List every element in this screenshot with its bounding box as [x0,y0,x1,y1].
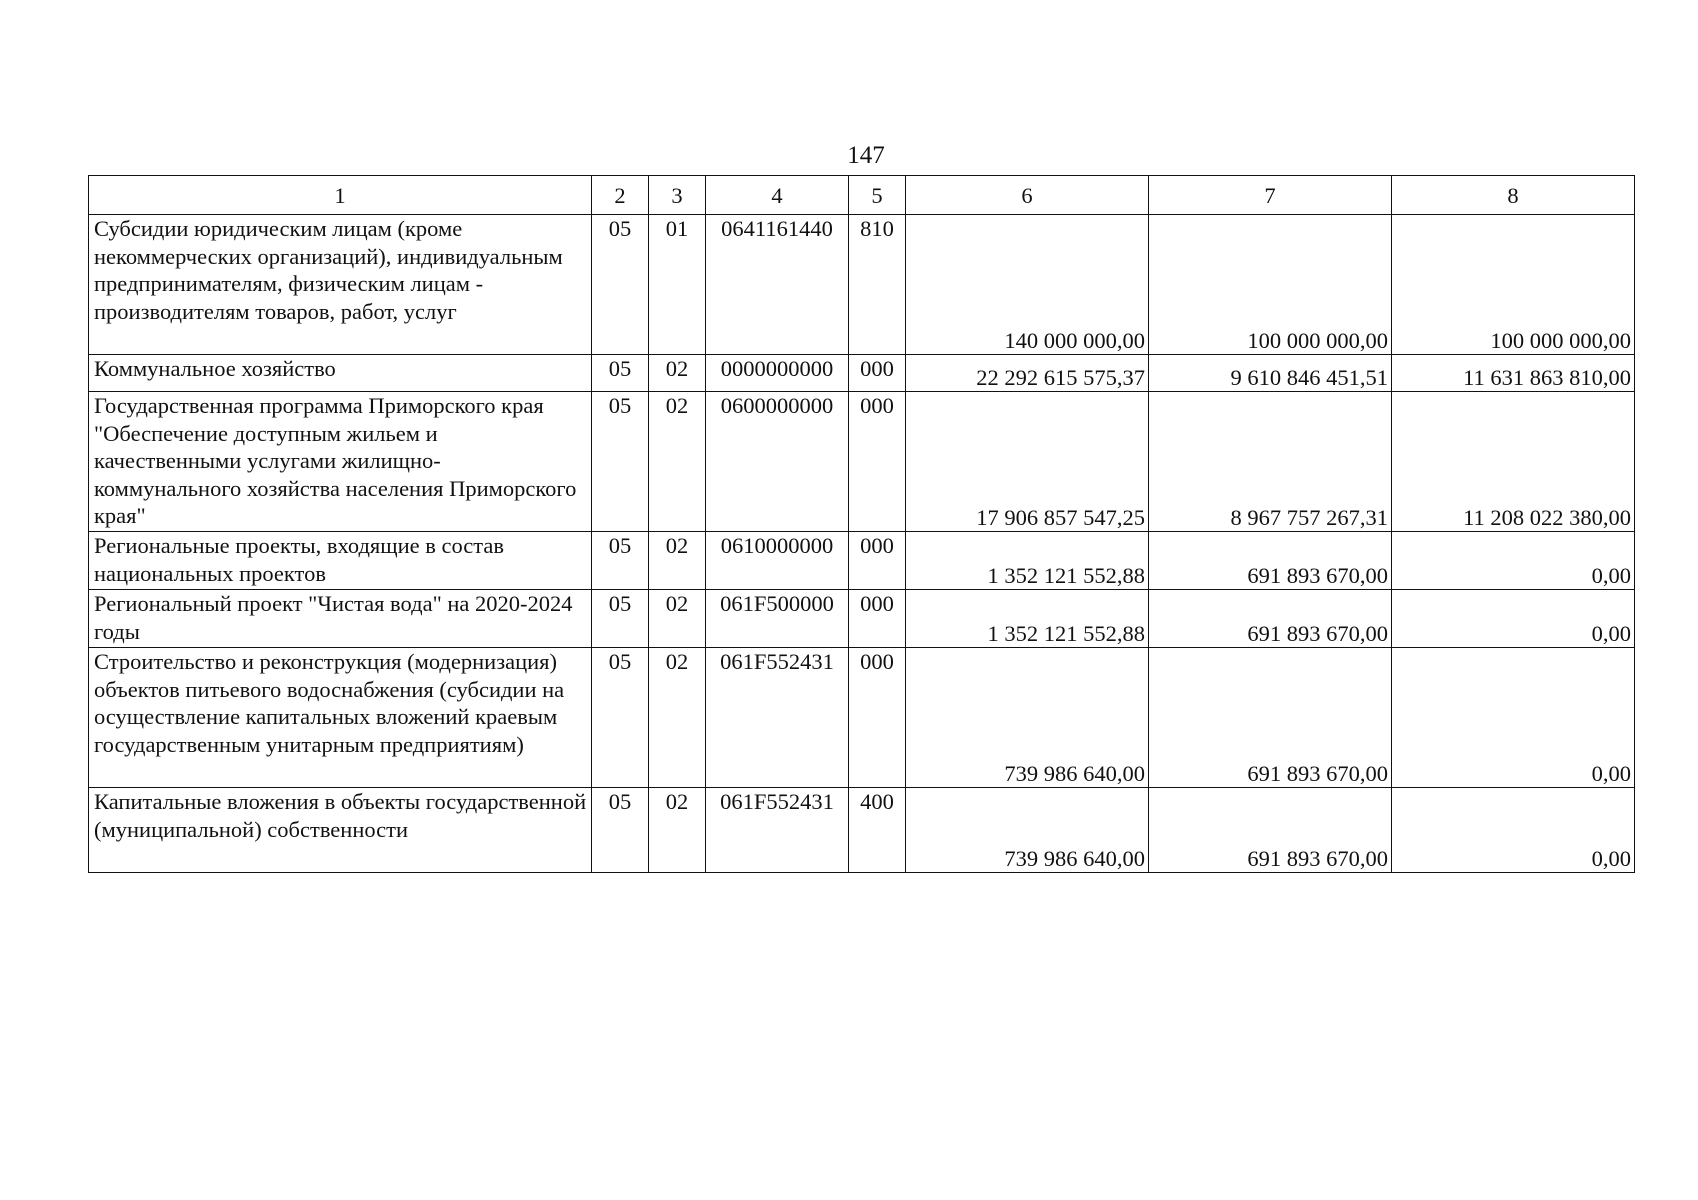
row-type: 810 [849,215,906,355]
table-row [89,355,1635,392]
row-target: 0600000000 [706,392,849,532]
column-header-3: 3 [649,176,706,215]
row-section: 05 [592,590,649,648]
header-row [89,176,1635,215]
row-amount-6: 140 000 000,00 [906,215,1149,355]
row-subsection: 02 [649,788,706,873]
column-header-7: 7 [1149,176,1392,215]
row-target: 0610000000 [706,532,849,590]
table-header [89,176,1635,215]
table-row [89,392,1635,532]
row-section: 05 [592,788,649,873]
row-name: Региональный проект "Чистая вода" на 2020-2024 годы [89,590,592,648]
column-header-1: 1 [89,176,592,215]
row-target: 0641161440 [706,215,849,355]
row-amount-8: 0,00 [1392,788,1635,873]
row-target: 061F552431 [706,788,849,873]
row-amount-7: 8 967 757 267,31 [1149,392,1392,532]
row-amount-6: 739 986 640,00 [906,648,1149,788]
page-number [0,142,1698,170]
table-row [89,788,1635,873]
column-header-8: 8 [1392,176,1635,215]
budget-table [88,175,1635,873]
table-row [89,532,1635,590]
row-name: Субсидии юридическим лицам (кроме некоммерческих организаций), индивидуальным предпринимателям, физическим лицам - производителям товаров, работ, услуг [89,215,592,355]
column-header-2: 2 [592,176,649,215]
row-name: Государственная программа Приморского края "Обеспечение доступным жильем и качественными услугами жилищно-коммунального хозяйства населения Приморского края" [89,392,592,532]
page-number-text: 147 [847,142,885,169]
row-amount-8: 11 631 863 810,00 [1392,355,1635,392]
row-subsection: 02 [649,392,706,532]
table-row [89,590,1635,648]
row-type: 000 [849,355,906,392]
row-section: 05 [592,215,649,355]
row-type: 000 [849,392,906,532]
row-subsection: 02 [649,355,706,392]
row-section: 05 [592,648,649,788]
row-amount-7: 691 893 670,00 [1149,648,1392,788]
row-amount-6: 22 292 615 575,37 [906,355,1149,392]
row-amount-8: 0,00 [1392,590,1635,648]
column-header-4: 4 [706,176,849,215]
row-subsection: 01 [649,215,706,355]
row-amount-6: 739 986 640,00 [906,788,1149,873]
row-subsection: 02 [649,648,706,788]
row-target: 061F500000 [706,590,849,648]
row-amount-6: 1 352 121 552,88 [906,590,1149,648]
row-amount-7: 691 893 670,00 [1149,788,1392,873]
row-type: 400 [849,788,906,873]
row-section: 05 [592,392,649,532]
row-amount-8: 0,00 [1392,532,1635,590]
row-type: 000 [849,590,906,648]
table-row [89,648,1635,788]
table-body [89,215,1635,873]
row-amount-7: 691 893 670,00 [1149,590,1392,648]
row-type: 000 [849,648,906,788]
row-name: Капитальные вложения в объекты государственной (муниципальной) собственности [89,788,592,873]
row-name: Коммунальное хозяйство [89,355,592,392]
row-amount-7: 9 610 846 451,51 [1149,355,1392,392]
row-section: 05 [592,532,649,590]
row-name: Региональные проекты, входящие в состав национальных проектов [89,532,592,590]
row-section: 05 [592,355,649,392]
row-amount-7: 691 893 670,00 [1149,532,1392,590]
row-amount-6: 1 352 121 552,88 [906,532,1149,590]
row-target: 0000000000 [706,355,849,392]
column-header-5: 5 [849,176,906,215]
row-name: Строительство и реконструкция (модернизация) объектов питьевого водоснабжения (субсидии на осуществление капитальных вложений краевым государственным унитарным предприятиям) [89,648,592,788]
row-amount-8: 100 000 000,00 [1392,215,1635,355]
row-subsection: 02 [649,532,706,590]
row-type: 000 [849,532,906,590]
row-amount-8: 11 208 022 380,00 [1392,392,1635,532]
row-subsection: 02 [649,590,706,648]
table-row [89,215,1635,355]
column-header-6: 6 [906,176,1149,215]
row-target: 061F552431 [706,648,849,788]
row-amount-8: 0,00 [1392,648,1635,788]
row-amount-6: 17 906 857 547,25 [906,392,1149,532]
row-amount-7: 100 000 000,00 [1149,215,1392,355]
